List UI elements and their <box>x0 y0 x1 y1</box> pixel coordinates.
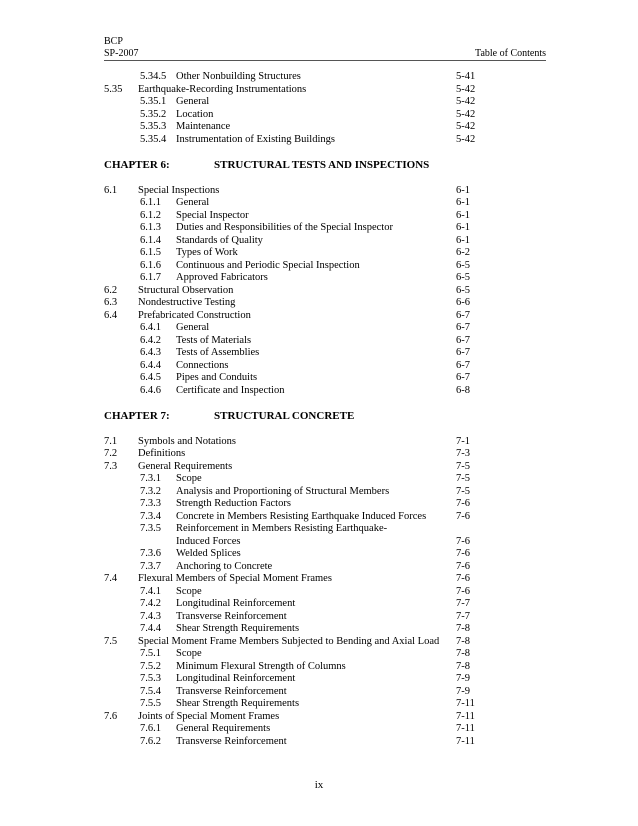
toc-section-entry[interactable] <box>104 711 546 724</box>
toc-subsection-entry[interactable] <box>104 686 546 699</box>
entry-number: 6.4.3 <box>140 347 161 358</box>
entry-page: 6-2 <box>456 247 470 258</box>
entry-number: 6.1.5 <box>140 247 161 258</box>
entry-page: 5-42 <box>456 121 476 132</box>
toc-subsection-entry[interactable] <box>104 335 546 348</box>
entry-title: Maintenance <box>176 121 231 132</box>
entry-title: Structural Observation <box>138 284 234 296</box>
toc-section-entry[interactable] <box>104 436 546 449</box>
toc-subsection-entry[interactable] <box>104 272 546 285</box>
entry-number: 7.3.7 <box>140 560 161 572</box>
toc-subsection-entry[interactable] <box>104 134 546 147</box>
toc-subsection-entry[interactable] <box>104 235 546 248</box>
entry-number: 7.6.2 <box>140 735 161 747</box>
entry-title: Scope <box>176 585 202 597</box>
entry-page: 7-6 <box>456 510 470 522</box>
entry-title: Scope <box>176 648 202 659</box>
entry-number: 7.3.6 <box>140 548 161 559</box>
header-code: BCP <box>104 36 123 47</box>
toc-subsection-entry[interactable] <box>104 197 546 210</box>
chapter-title: STRUCTURAL CONCRETE <box>214 410 355 422</box>
entry-title: Earthquake-Recording Instrumentations <box>138 83 307 95</box>
entry-number: 6.4.5 <box>140 372 161 383</box>
entry-page: 7-7 <box>456 610 470 622</box>
entry-number: 6.4.2 <box>140 334 161 346</box>
entry-title: Transverse Reinforcement <box>176 610 287 622</box>
entry-title: General <box>176 96 210 107</box>
entry-page: 6-7 <box>456 372 470 383</box>
entry-page: 7-5 <box>456 460 470 472</box>
toc-subsection-entry[interactable] <box>104 372 546 385</box>
entry-page: 7-8 <box>456 623 470 634</box>
entry-title: Tests of Materials <box>176 334 252 346</box>
table-of-contents <box>104 71 546 748</box>
toc-subsection-entry[interactable] <box>104 698 546 711</box>
toc-subsection-entry[interactable] <box>104 723 546 736</box>
entry-page: 7-6 <box>456 535 470 547</box>
toc-subsection-entry[interactable] <box>104 260 546 273</box>
entry-number: 7.5 <box>104 635 118 647</box>
entry-page: 6-1 <box>456 197 470 208</box>
toc-subsection-entry[interactable] <box>104 561 546 574</box>
entry-page: 6-6 <box>456 297 470 308</box>
entry-number: 6.2 <box>104 284 118 296</box>
toc-subsection-entry[interactable] <box>104 486 546 499</box>
entry-page: 6-7 <box>456 334 470 346</box>
entry-page: 6-1 <box>456 222 470 233</box>
toc-subsection-entry[interactable] <box>104 322 546 335</box>
toc-subsection-entry[interactable] <box>104 498 546 511</box>
entry-title: Flexural Members of Special Moment Frames <box>138 573 332 584</box>
entry-page: 7-3 <box>456 448 470 459</box>
entry-title: Induced Forces <box>176 535 241 547</box>
entry-title: General Requirements <box>138 460 233 472</box>
entry-page: 7-9 <box>456 685 470 697</box>
entry-page: 7-6 <box>456 498 470 509</box>
entry-number: 7.4 <box>104 573 118 584</box>
entry-page: 6-5 <box>456 284 470 296</box>
entry-number: 7.5.5 <box>140 698 161 709</box>
entry-title: Approved Fabricators <box>176 272 268 283</box>
entry-page: 6-8 <box>456 384 470 396</box>
chapter-heading[interactable] <box>104 159 546 172</box>
entry-title: Certificate and Inspection <box>176 384 285 396</box>
entry-page: 5-42 <box>456 96 476 107</box>
entry-page: 5-42 <box>456 83 476 95</box>
entry-page: 6-7 <box>456 359 470 371</box>
entry-number: 7.4.2 <box>140 598 161 609</box>
entry-page: 7-11 <box>456 735 475 747</box>
header-rule <box>104 60 546 61</box>
toc-subsection-entry[interactable] <box>104 623 546 636</box>
entry-number: 6.1 <box>104 184 118 196</box>
entry-page: 6-1 <box>456 234 470 246</box>
entry-title: Instrumentation of Existing Buildings <box>176 133 335 145</box>
entry-page: 7-11 <box>456 723 475 734</box>
chapter-heading[interactable] <box>104 410 546 423</box>
toc-subsection-entry[interactable] <box>104 347 546 360</box>
entry-title: Scope <box>176 473 202 484</box>
entry-title: Anchoring to Concrete <box>176 560 273 572</box>
toc-subsection-entry[interactable] <box>104 385 546 398</box>
toc-subsection-entry[interactable] <box>104 360 546 373</box>
toc-subsection-entry[interactable] <box>104 586 546 599</box>
chapter-label: CHAPTER 6: <box>104 159 170 171</box>
entry-page: 6-5 <box>456 259 470 271</box>
entry-title: Special Inspector <box>176 209 249 221</box>
toc-section-entry[interactable] <box>104 185 546 198</box>
entry-title: Minimum Flexural Strength of Columns <box>176 660 346 672</box>
entry-number: 7.5.1 <box>140 648 161 659</box>
entry-page: 5-42 <box>456 108 476 120</box>
toc-subsection-entry[interactable] <box>104 648 546 661</box>
entry-number: 6.1.4 <box>140 234 161 246</box>
chapter-title: STRUCTURAL TESTS AND INSPECTIONS <box>214 159 430 171</box>
entry-number: 6.4.1 <box>140 322 161 333</box>
entry-number: 7.4.1 <box>140 585 161 597</box>
entry-title: Tests of Assemblies <box>176 347 260 358</box>
toc-subsection-entry[interactable] <box>104 511 546 524</box>
entry-title: Concrete in Members Resisting Earthquake Induced Forces <box>176 510 427 522</box>
page-number: ix <box>314 779 324 791</box>
entry-number: 7.6.1 <box>140 723 161 734</box>
toc-subsection-entry[interactable] <box>104 210 546 223</box>
entry-page: 6-7 <box>456 347 470 358</box>
entry-number: 6.3 <box>104 297 118 308</box>
entry-number: 5.35 <box>104 83 123 95</box>
entry-page: 7-6 <box>456 560 470 572</box>
entry-title: Analysis and Proportioning of Structural Members <box>176 485 390 497</box>
entry-page: 6-5 <box>456 272 470 283</box>
toc-subsection-entry[interactable] <box>104 736 546 749</box>
entry-title: General <box>176 322 210 333</box>
entry-title: Strength Reduction Factors <box>176 498 291 509</box>
entry-number: 5.35.2 <box>140 108 167 120</box>
toc-section-entry[interactable] <box>104 297 546 310</box>
toc-subsection-entry[interactable] <box>104 611 546 624</box>
entry-page: 5-42 <box>456 133 476 145</box>
toc-subsection-entry[interactable] <box>104 673 546 686</box>
toc-subsection-entry[interactable] <box>104 71 546 84</box>
entry-title: Pipes and Conduits <box>176 372 258 383</box>
entry-number: 5.35.1 <box>140 96 167 107</box>
entry-number: 7.3.5 <box>140 523 161 534</box>
spacer <box>104 172 546 185</box>
header-edition: SP-2007 <box>104 48 139 59</box>
entry-page: 7-8 <box>456 660 470 672</box>
toc-subsection-entry[interactable] <box>104 523 546 536</box>
toc-subsection-entry[interactable] <box>104 247 546 260</box>
entry-title: Location <box>176 108 214 120</box>
entry-number: 5.34.5 <box>140 71 167 82</box>
entry-title: Definitions <box>138 448 186 459</box>
toc-subsection-entry[interactable] <box>104 473 546 486</box>
entry-title: Duties and Responsibilities of the Special Inspector <box>176 222 393 233</box>
entry-number: 7.4.3 <box>140 610 161 622</box>
chapter-label: CHAPTER 7: <box>104 410 170 422</box>
entry-number: 7.3.1 <box>140 473 161 484</box>
entry-title: Shear Strength Requirements <box>176 698 300 709</box>
entry-page: 7-6 <box>456 585 470 597</box>
toc-subsection-entry[interactable] <box>104 109 546 122</box>
entry-number: 7.6 <box>104 710 118 722</box>
entry-number: 6.4.6 <box>140 384 161 396</box>
entry-page: 7-5 <box>456 485 470 497</box>
toc-section-entry[interactable] <box>104 636 546 649</box>
toc-subsection-entry[interactable] <box>104 96 546 109</box>
toc-subsection-entry[interactable] <box>104 121 546 134</box>
toc-section-entry[interactable] <box>104 84 546 97</box>
entry-number: 6.1.3 <box>140 222 161 233</box>
entry-title: Other Nonbuilding Structures <box>176 71 301 82</box>
entry-page: 7-6 <box>456 548 470 559</box>
entry-number: 7.4.4 <box>140 623 161 634</box>
entry-page: 6-1 <box>456 209 470 221</box>
page-header <box>104 36 546 60</box>
entry-number: 7.5.3 <box>140 673 161 684</box>
toc-subsection-entry[interactable] <box>104 548 546 561</box>
entry-title: Longitudinal Reinforcement <box>176 673 296 684</box>
spacer <box>104 397 546 410</box>
entry-number: 6.4 <box>104 309 118 321</box>
entry-number: 7.5.4 <box>140 685 161 697</box>
entry-page: 7-6 <box>456 573 470 584</box>
entry-number: 7.3 <box>104 460 118 472</box>
entry-page: 7-8 <box>456 648 470 659</box>
entry-page: 7-1 <box>456 435 470 447</box>
entry-title: Transverse Reinforcement <box>176 685 287 697</box>
toc-subsection-entry[interactable] <box>104 598 546 611</box>
entry-number: 6.4.4 <box>140 359 161 371</box>
toc-section-entry[interactable] <box>104 573 546 586</box>
header-section-title: Table of Contents <box>475 48 546 59</box>
entry-number: 5.35.4 <box>140 133 167 145</box>
entry-title: Connections <box>176 359 229 371</box>
entry-number: 7.1 <box>104 435 118 447</box>
entry-page: 7-8 <box>456 635 470 647</box>
entry-page: 7-11 <box>456 710 475 722</box>
entry-number: 7.5.2 <box>140 660 161 672</box>
entry-title: Prefabricated Construction <box>138 309 251 321</box>
entry-number: 5.35.3 <box>140 121 167 132</box>
entry-number: 7.2 <box>104 448 118 459</box>
entry-page: 7-5 <box>456 473 470 484</box>
entry-title: General <box>176 197 210 208</box>
entry-page: 6-1 <box>456 184 470 196</box>
entry-title: General Requirements <box>176 723 271 734</box>
toc-section-entry[interactable] <box>104 285 546 298</box>
toc-subsection-entry[interactable] <box>104 661 546 674</box>
entry-title: Special Moment Frame Members Subjected to Bending and Axial Load <box>138 635 440 647</box>
entry-number: 7.3.3 <box>140 498 161 509</box>
entry-page: 6-7 <box>456 309 470 321</box>
toc-section-entry[interactable] <box>104 461 546 474</box>
spacer <box>104 146 546 159</box>
entry-title: Nondestructive Testing <box>138 297 236 308</box>
spacer <box>104 423 546 436</box>
toc-section-entry[interactable] <box>104 448 546 461</box>
entry-title: Longitudinal Reinforcement <box>176 598 296 609</box>
entry-title: Standards of Quality <box>176 234 263 246</box>
toc-subsection-entry[interactable] <box>104 536 546 549</box>
entry-number: 7.3.4 <box>140 510 161 522</box>
entry-number: 6.1.7 <box>140 272 161 283</box>
entry-title: Types of Work <box>176 247 238 258</box>
entry-page: 7-7 <box>456 598 470 609</box>
entry-number: 6.1.1 <box>140 197 161 208</box>
entry-page: 7-9 <box>456 673 470 684</box>
entry-number: 7.3.2 <box>140 485 161 497</box>
entry-page: 5-41 <box>456 71 476 82</box>
entry-page: 6-7 <box>456 322 470 333</box>
entry-title: Joints of Special Moment Frames <box>138 710 280 722</box>
entry-title: Symbols and Notations <box>138 435 237 447</box>
entry-title: Continuous and Periodic Special Inspection <box>176 259 360 271</box>
entry-title: Special Inspections <box>138 184 220 196</box>
entry-number: 6.1.2 <box>140 209 161 221</box>
entry-page: 7-11 <box>456 698 475 709</box>
toc-section-entry[interactable] <box>104 310 546 323</box>
entry-title: Reinforcement in Members Resisting Earthquake- <box>176 523 388 534</box>
entry-number: 6.1.6 <box>140 259 161 271</box>
entry-title: Welded Splices <box>176 548 241 559</box>
entry-title: Shear Strength Requirements <box>176 623 300 634</box>
entry-title: Transverse Reinforcement <box>176 735 287 747</box>
toc-subsection-entry[interactable] <box>104 222 546 235</box>
